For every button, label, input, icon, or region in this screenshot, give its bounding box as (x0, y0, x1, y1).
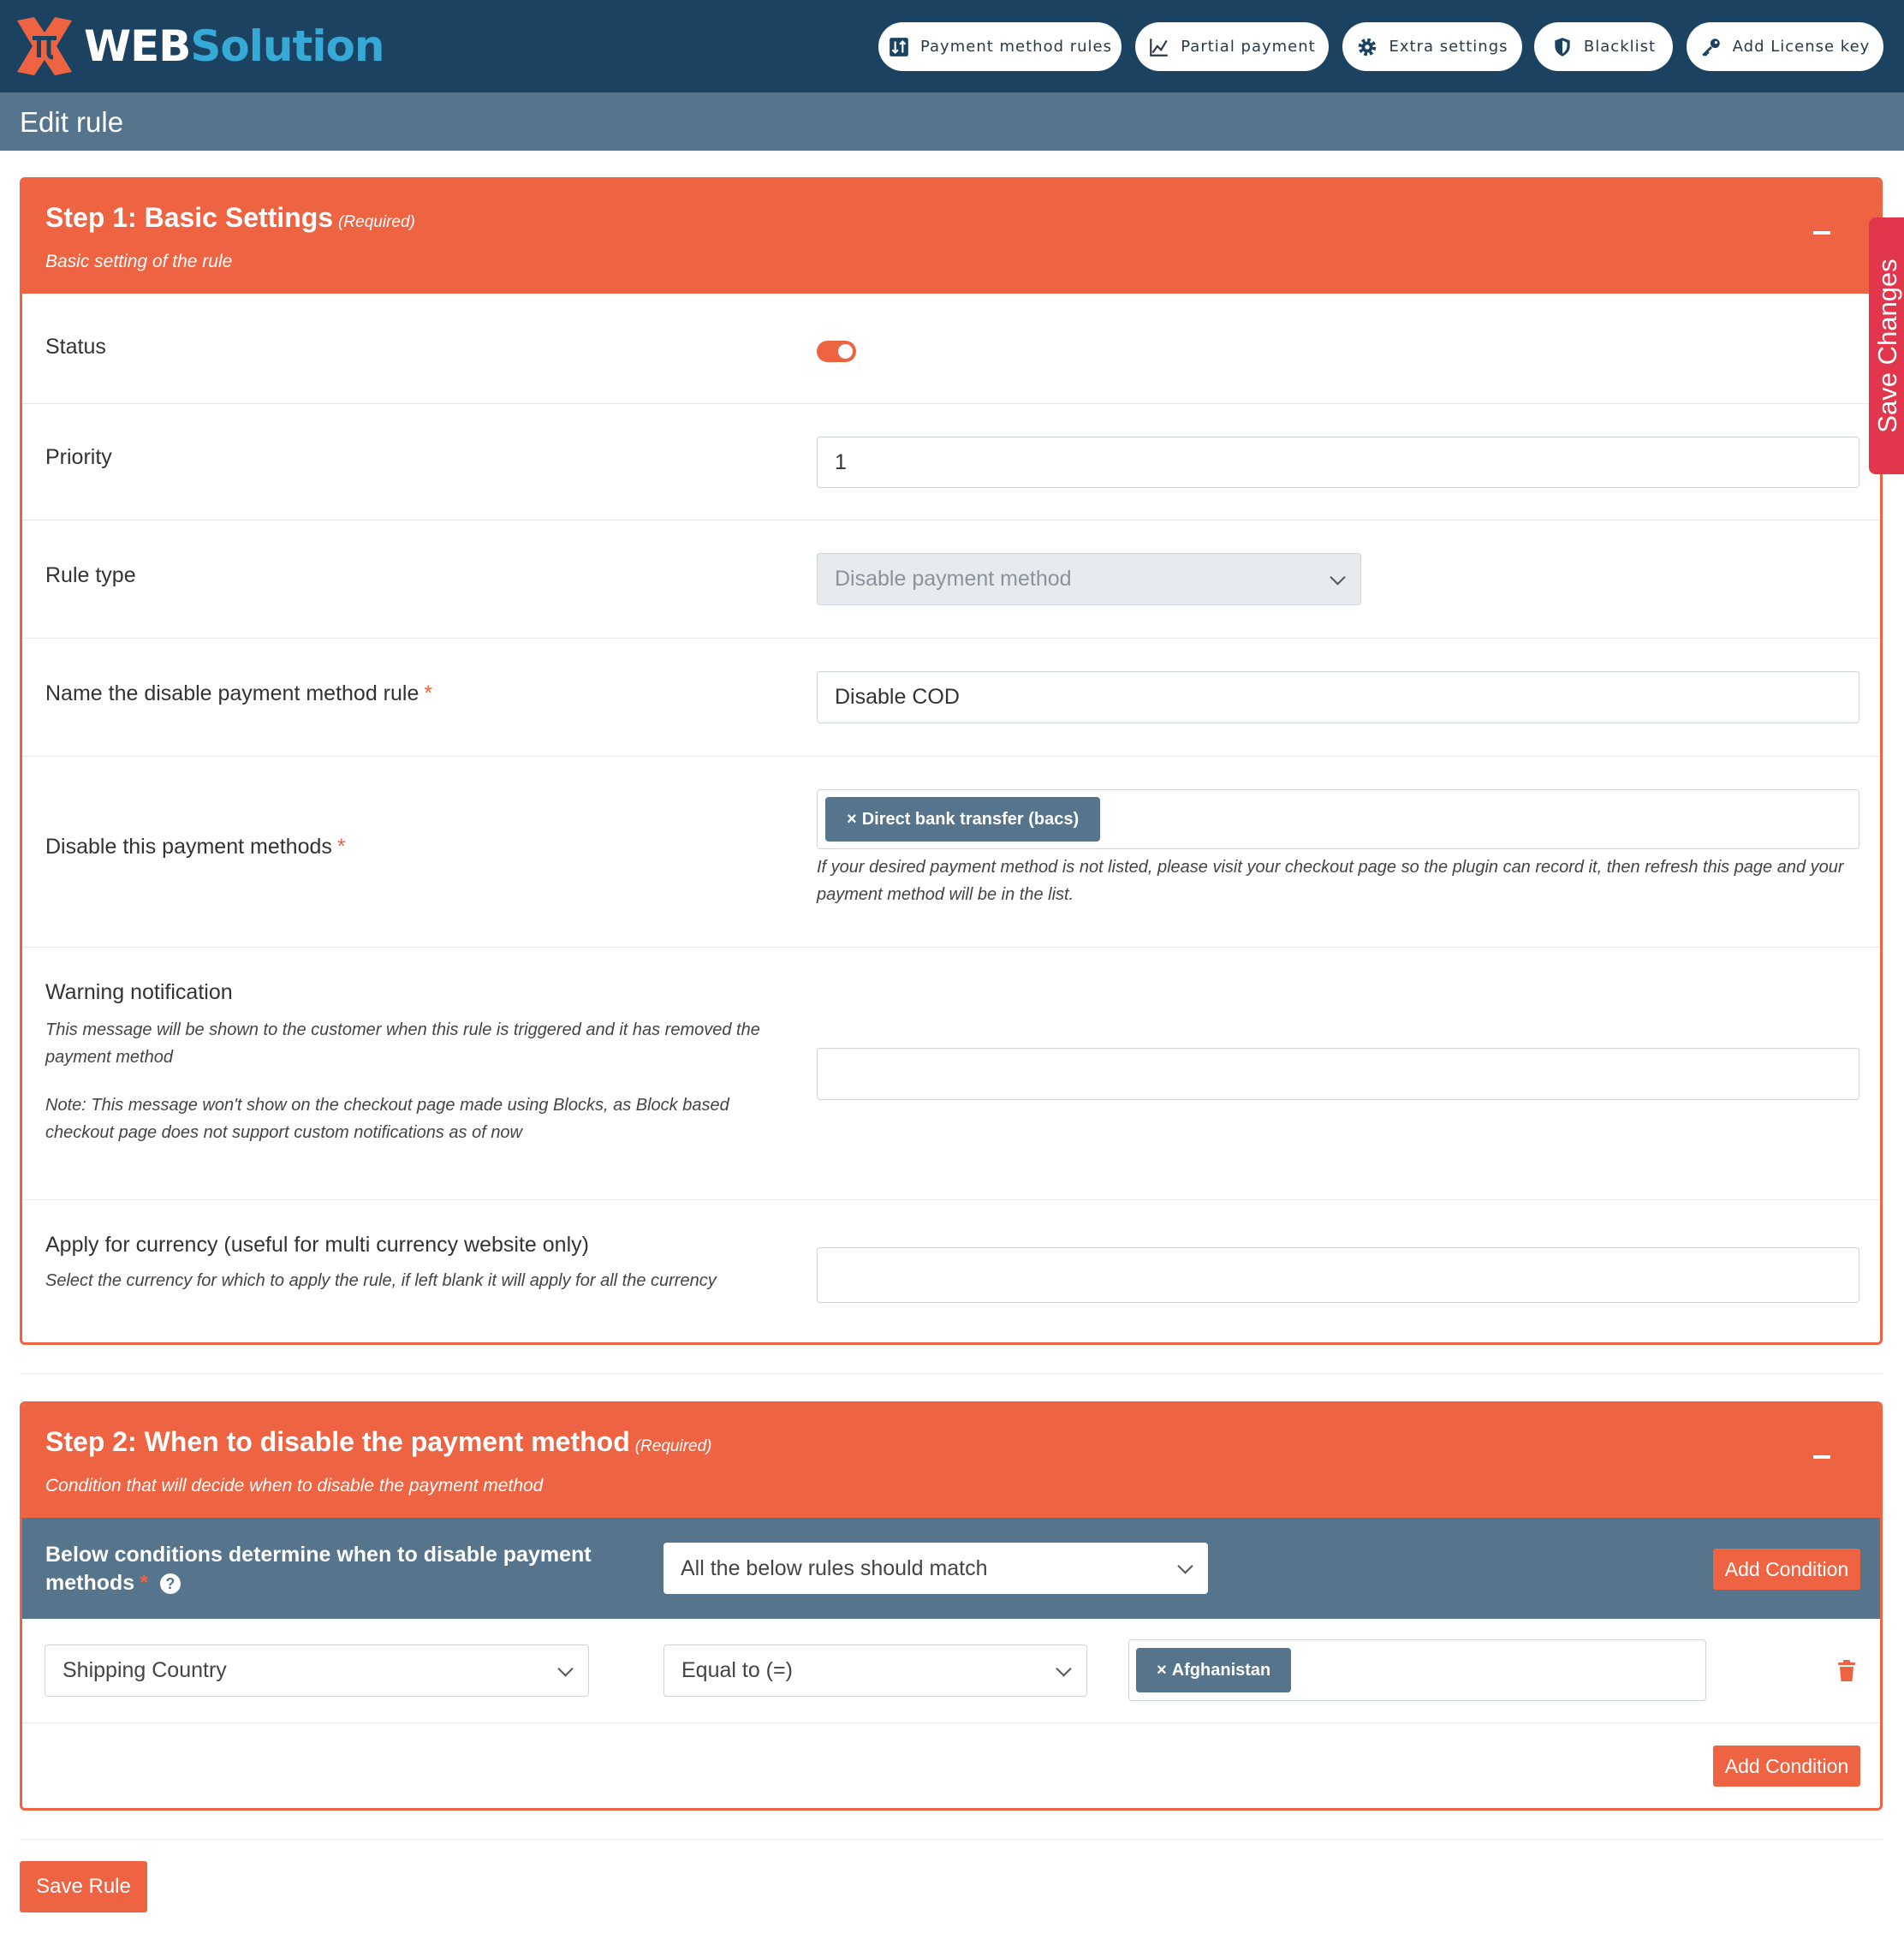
trash-icon[interactable] (1837, 1660, 1856, 1682)
currency-row (22, 1200, 1880, 1342)
condition-field-select[interactable]: Shipping Country (45, 1645, 589, 1697)
nav-blacklist[interactable]: Blacklist (1534, 22, 1673, 71)
remove-tag-icon[interactable]: × (847, 809, 857, 829)
step1-header[interactable] (22, 180, 1880, 294)
status-toggle[interactable] (817, 341, 856, 362)
condition-value-tag[interactable]: × Afghanistan (1136, 1648, 1291, 1692)
payment-method-tag[interactable]: × Direct bank transfer (bacs) (825, 797, 1100, 842)
top-navigation-bar (0, 0, 1904, 92)
help-icon[interactable]: ? (160, 1573, 181, 1594)
rule-type-label: Rule type (45, 563, 136, 587)
gear-icon (1356, 36, 1378, 58)
divider (20, 1839, 1883, 1840)
remove-tag-icon[interactable]: × (1157, 1660, 1167, 1680)
warning-textarea[interactable] (817, 1048, 1859, 1100)
save-rule-button[interactable]: Save Rule (20, 1861, 147, 1912)
step2-panel (20, 1401, 1883, 1811)
exchange-icon (888, 36, 910, 58)
warning-label: Warning notification (45, 980, 233, 1004)
rule-name-input[interactable]: Disable COD (817, 671, 1859, 723)
priority-label: Priority (45, 445, 112, 469)
condition-row (22, 1619, 1880, 1723)
shield-icon (1551, 36, 1574, 58)
conditions-label: Below conditions determine when to disable payment methods * ? (45, 1543, 592, 1595)
chevron-down-icon (1330, 569, 1345, 585)
collapse-icon[interactable] (1813, 1455, 1830, 1459)
nav-add-license-key[interactable]: Add License key (1687, 22, 1883, 71)
rule-name-row (22, 639, 1880, 757)
save-changes-tab[interactable]: Save Changes (1869, 217, 1904, 474)
status-label: Status (45, 335, 106, 359)
condition-value-multiselect[interactable] (1128, 1639, 1706, 1701)
step1-description: Basic setting of the rule (45, 252, 233, 271)
rule-type-row (22, 520, 1880, 639)
step2-header[interactable] (22, 1404, 1880, 1518)
priority-row (22, 404, 1880, 520)
currency-label: Apply for currency (useful for multi currency website only) (45, 1233, 589, 1257)
rule-type-select: Disable payment method (817, 553, 1361, 605)
warning-note: Note: This message won't show on the checkout page made using Blocks, as Block based checkout page does not support custom notifications as of now (45, 1096, 729, 1142)
conditions-bar (22, 1518, 1880, 1619)
step1-panel (20, 177, 1883, 1345)
page-header (0, 92, 1904, 151)
priority-input[interactable]: 1 (817, 437, 1859, 488)
payment-methods-multiselect[interactable] (817, 789, 1859, 849)
page-title: Edit rule (20, 106, 124, 138)
payment-methods-help: If your desired payment method is not listed, please visit your checkout page so the plugin can record it, then refresh this page and your payment method will be in the list. (817, 858, 1844, 904)
chart-line-icon (1148, 36, 1170, 58)
step1-title: Step 1: Basic Settings (Required) (45, 202, 415, 233)
nav-partial-payment[interactable]: Partial payment (1135, 22, 1329, 71)
rule-name-label: Name the disable payment method rule * (45, 681, 433, 705)
status-row (22, 294, 1880, 404)
currency-select[interactable] (817, 1247, 1859, 1303)
pi-logo-icon (12, 14, 77, 79)
warning-row (22, 948, 1880, 1200)
logo-text: WEBSolution (84, 21, 384, 71)
divider (20, 1373, 1883, 1374)
nav-payment-method-rules[interactable]: Payment method rules (878, 22, 1122, 71)
condition-operator-select[interactable]: Equal to (=) (663, 1645, 1087, 1697)
key-icon (1700, 36, 1723, 58)
currency-help: Select the currency for which to apply the rule, if left blank it will apply for all the currency (45, 1271, 717, 1290)
warning-help: This message will be shown to the customer when this rule is triggered and it has removed the payment method (45, 1020, 760, 1067)
step2-description: Condition that will decide when to disable the payment method (45, 1476, 544, 1496)
nav-extra-settings[interactable]: Extra settings (1342, 22, 1522, 71)
payment-methods-label: Disable this payment methods * (45, 835, 346, 859)
chevron-down-icon (1056, 1661, 1071, 1676)
payment-methods-row (22, 757, 1880, 948)
websolution-logo[interactable] (12, 12, 384, 80)
match-logic-select[interactable]: All the below rules should match (663, 1543, 1208, 1594)
add-condition-button-bottom[interactable]: Add Condition (1713, 1746, 1860, 1787)
chevron-down-icon (1177, 1558, 1193, 1573)
step2-title: Step 2: When to disable the payment method (Required) (45, 1426, 712, 1457)
chevron-down-icon (557, 1661, 573, 1676)
add-condition-button-top[interactable]: Add Condition (1713, 1549, 1860, 1590)
collapse-icon[interactable] (1813, 231, 1830, 235)
